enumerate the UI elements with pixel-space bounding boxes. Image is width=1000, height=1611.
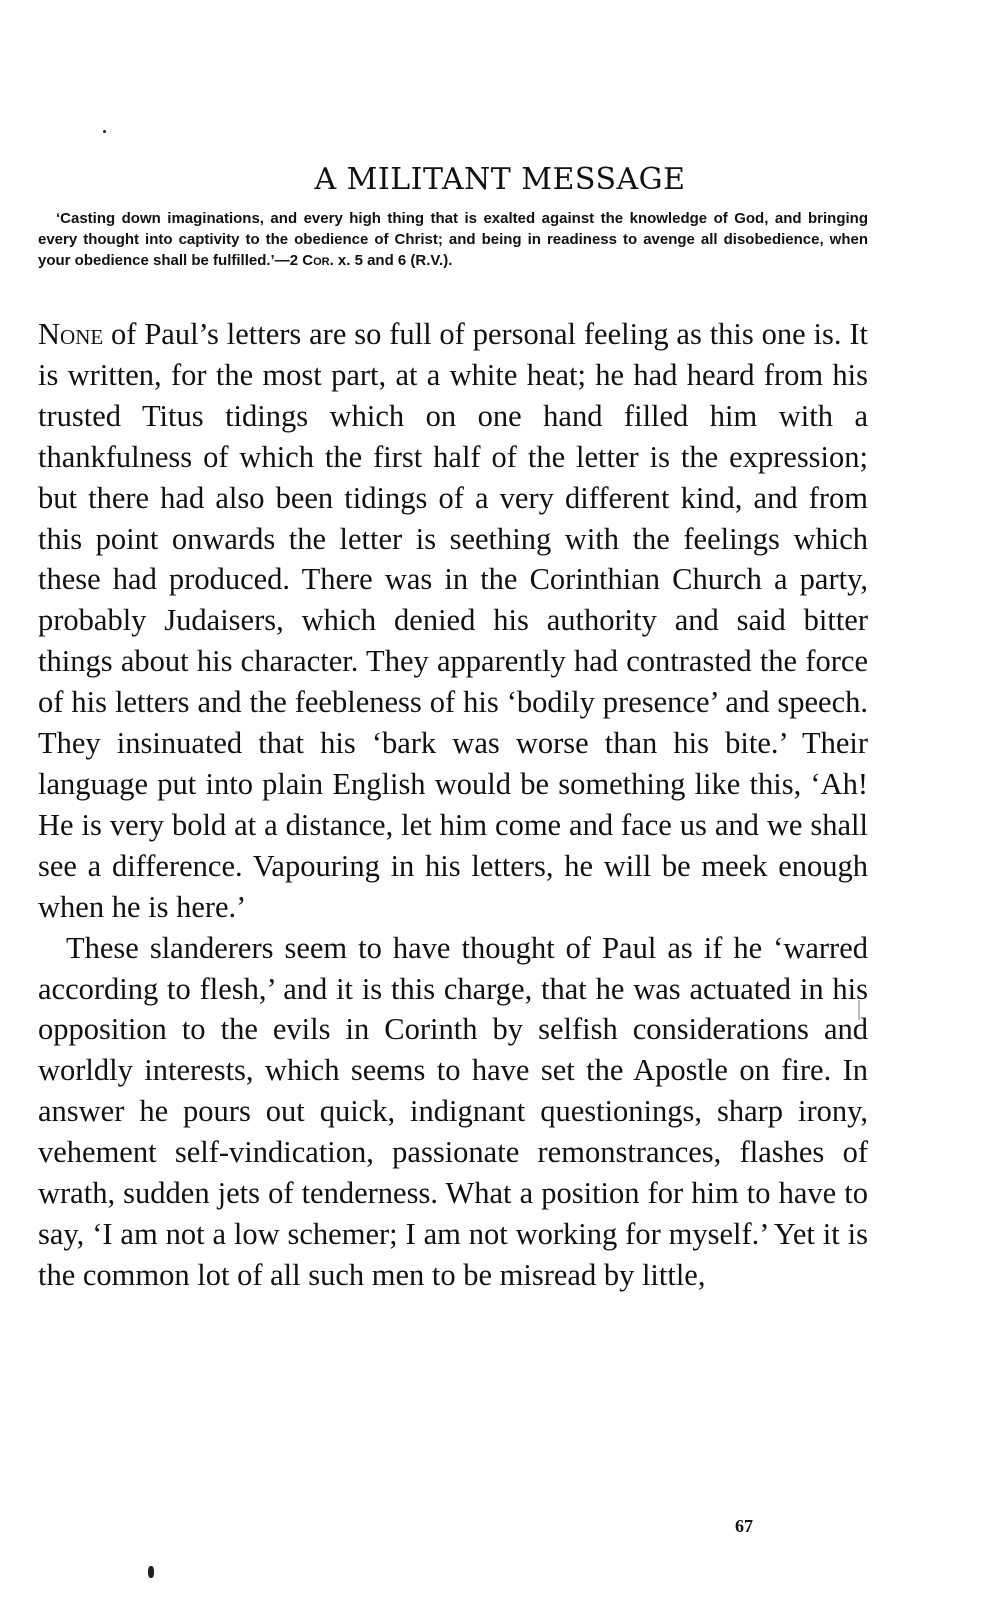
epigraph (38, 208, 868, 271)
epigraph-reference-book: Cor. (302, 252, 334, 269)
print-speck (103, 130, 106, 133)
lead-word: None (38, 317, 104, 351)
chapter-title: A MILITANT MESSAGE (314, 162, 686, 198)
print-speck (148, 1566, 154, 1578)
epigraph-quote: ‘Casting down imaginations, and every high thing that is exalted against the knowledge of God, and bringing every thought into captivity to the obedience of Christ; and being in readiness to avenge all disobedience, when your obedience shall be fulfilled.’—2 (38, 210, 868, 269)
paragraph-second: These slanderers seem to have thought of Paul as if he ‘warred according to flesh,’ and it is this charge, that he was actuated in his opposition to the evils in Corinth by selfish considerations and worldly interests, which seems to have set the Apostle on fire. In answer he pours out quick, indignant questionings, sharp irony, vehement self-vindication, passionate remonstrances, flashes of wrath, sudden jets of tenderness. What a position for him to have to say, ‘I am not a low schemer; I am not working for myself.’ Yet it is the common lot of all such men to be misread by little, (38, 930, 868, 1292)
body-text (38, 314, 868, 1296)
paragraph-first (38, 314, 868, 928)
page-number: 67 (735, 1516, 753, 1536)
paragraph-first-text: of Paul’s letters are so full of personal feeling as this one is. It is written, for the most part, at a white heat; he had heard from his trusted Titus tidings which on one hand filled him with a thankfulness of which the first half of the letter is the expression; but there had also been tidings of a very different kind, and from this point onwards the letter is seething with the feelings which these had produced. There was in the Corinthian Church a party, probably Judaisers, which denied his authority and said bitter things about his character. They apparently had contrasted the force of his letters and the feebleness of his ‘bodily presence’ and speech. They insinuated that his ‘bark was worse than his bite.’ Their language put into plain English would be something like this, ‘Ah! He is very bold at a distance, let him come and face us and we shall see a difference. Vapouring in his letters, he will be meek enough when he is here.’ (38, 317, 868, 924)
epigraph-reference: x. 5 and 6 (R.V.). (333, 252, 453, 269)
